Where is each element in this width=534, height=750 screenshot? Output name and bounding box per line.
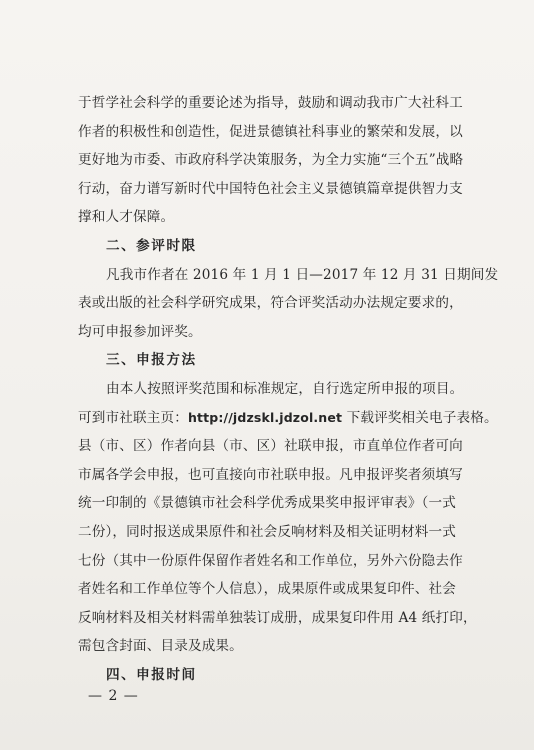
body-line: 由本人按照评奖范围和标准规定，自行选定所申报的项目。 bbox=[106, 381, 464, 397]
body-line: 于哲学社会科学的重要论述为指导，鼓励和调动我市广大社科工 bbox=[78, 95, 463, 111]
body-line: 反响材料及相关材料需单独装订成册，成果复印件用 A4 纸打印， bbox=[78, 609, 477, 626]
body-line: 七份（其中一份原件保留作者姓名和工作单位，另外六份隐去作 bbox=[78, 552, 463, 569]
body-line: 凡我市作者在 2016 年 1 月 1 日—2017 年 12 月 31 日期间发 bbox=[106, 266, 499, 283]
body-line: 者姓名和工作单位等个人信息），成果原件或成果复印件、社会 bbox=[78, 581, 457, 598]
body-line: 撑和人才保障。 bbox=[78, 209, 175, 226]
body-line: 市属各学会申报，也可直接向市社联申报。凡申报评奖者须填写 bbox=[78, 466, 463, 483]
body-line: 行动，奋力谱写新时代中国特色社会主义景德镇篇章提供智力支 bbox=[78, 180, 463, 197]
body-text: 可到市社联主页： bbox=[78, 409, 188, 426]
body-line: 表或出版的社会科学研究成果，符合评奖活动办法规定要求的， bbox=[78, 295, 463, 312]
section-heading-3: 三、申报方法 bbox=[106, 352, 197, 369]
body-line: 二份），同时报送成果原件和社会反响材料及相关证明材料一式 bbox=[78, 524, 457, 540]
body-line: 作者的积极性和创造性，促进景德镇社科事业的繁荣和发展，以 bbox=[78, 123, 463, 140]
section-heading-4: 四、申报时间 bbox=[106, 667, 197, 683]
body-line: 需包含封面、目录及成果。 bbox=[78, 638, 243, 655]
website-link[interactable]: http://jdzskl.jdzol.net bbox=[187, 409, 343, 425]
body-line: 更好地为市委、市政府科学决策服务，为全力实施“三个五”战略 bbox=[78, 152, 464, 169]
body-line: 统一印制的《景德镇市社会科学优秀成果奖申报评审表》（一式 bbox=[78, 495, 457, 512]
body-line: 均可申报参加评奖。 bbox=[78, 323, 202, 340]
body-line: 县（市、区）作者向县（市、区）社联申报，市直单位作者可向 bbox=[78, 438, 463, 455]
section-heading-2: 二、参评时限 bbox=[106, 238, 197, 254]
body-text: 下载评奖相关电子表格。 bbox=[342, 409, 498, 426]
page-number: — 2 — bbox=[88, 688, 139, 704]
body-line-with-url bbox=[78, 408, 498, 428]
